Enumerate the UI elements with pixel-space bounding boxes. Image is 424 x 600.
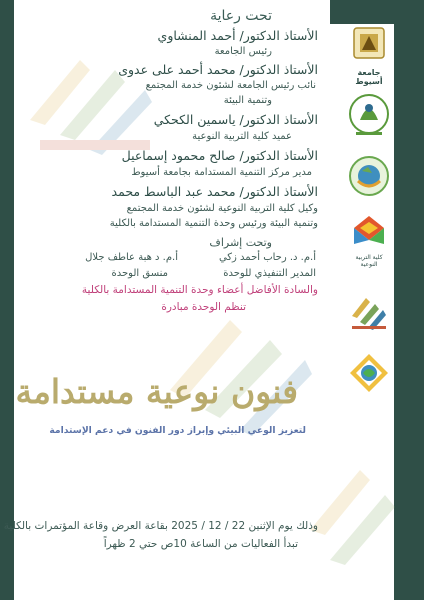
unit-members-line: والسادة الأفاضل أعضاء وحدة التنمية المستدامة بالكلية [81, 284, 318, 296]
top-right-band [330, 0, 400, 24]
event-title: فنون نوعية مستدامة [15, 372, 298, 411]
supervisor-left-role: منسق الوحدة [111, 268, 168, 279]
event-date-line: وذلك يوم الإثنين 22 / 12 / 2025 بقاعة العرض وقاعة المؤتمرات بالكلية [3, 520, 318, 532]
sponsor-4-name: الأستاذ الدكتور/ صالح محمود إسماعيل [121, 148, 318, 163]
sponsor-2-name: الأستاذ الدكتور/ محمد أحمد على عدوى [118, 62, 318, 77]
hands-logo [348, 290, 390, 336]
faculty-logo [348, 214, 390, 268]
community-service-icon [348, 92, 390, 140]
community-service-logo [348, 92, 390, 144]
event-subtitle: لتعزيز الوعي البيئي وإبراز دور الفنون في دعم الإستدامة [49, 425, 306, 436]
university-caption: جامعة أسيوط [355, 68, 383, 86]
sponsor-4-role: مدير مركز التنمية المستدامة بجامعة أسيوط [131, 167, 312, 178]
assiut-university-logo [348, 26, 390, 86]
sdg-diamond-icon [348, 352, 390, 394]
event-time-line: تبدأ الفعاليات من الساعة 10ص حتي 2 ظهراً [103, 538, 298, 550]
sponsor-1-name: الأستاذ الدكتور/ أحمد المنشاوي [157, 28, 318, 43]
globe-hands-icon [348, 155, 390, 197]
sponsor-5-name: الأستاذ الدكتور/ محمد عبد الباسط محمد [111, 184, 318, 199]
hands-icon [348, 290, 390, 332]
sponsor-5-role-cont: وتنمية البيئة ورئيس وحدة التنمية المستدامة بالكلية [109, 218, 318, 229]
unit-organizes-line: تنظم الوحدة مبادرة [161, 301, 246, 313]
left-decorative-band [0, 0, 14, 600]
sponsor-1-role: رئيس الجامعة [214, 46, 272, 57]
sustainability-unit-logo [348, 155, 390, 201]
supervision-heading: وتحت إشراف [209, 236, 272, 249]
sponsor-2-role-cont: وتنمية البيئة [223, 95, 272, 106]
faculty-emblem-icon [348, 214, 390, 250]
sponsorship-heading: تحت رعاية [210, 8, 272, 24]
sponsor-3-role: عميد كلية التربية النوعية [192, 131, 292, 142]
supervisor-right-role: المدير التنفيذي للوحدة [223, 268, 316, 279]
supervisor-left-name: أ.م. د هبة عاطف جلال [85, 252, 178, 263]
sponsor-5-role: وكيل كلية التربية النوعية لشئون خدمة المجتمع [126, 203, 318, 214]
university-emblem-icon [348, 26, 390, 64]
sponsor-2-role: نائب رئيس الجامعة لشئون خدمة المجتمع [145, 80, 316, 91]
supervisor-right-name: أ.م. د. رحاب أحمد زكي [218, 252, 316, 263]
sponsor-3-name: الأستاذ الدكتور/ ياسمين الكحكي [153, 112, 318, 127]
sdg-logo [348, 352, 390, 398]
faculty-caption: كلية التربية النوعية [355, 254, 383, 268]
